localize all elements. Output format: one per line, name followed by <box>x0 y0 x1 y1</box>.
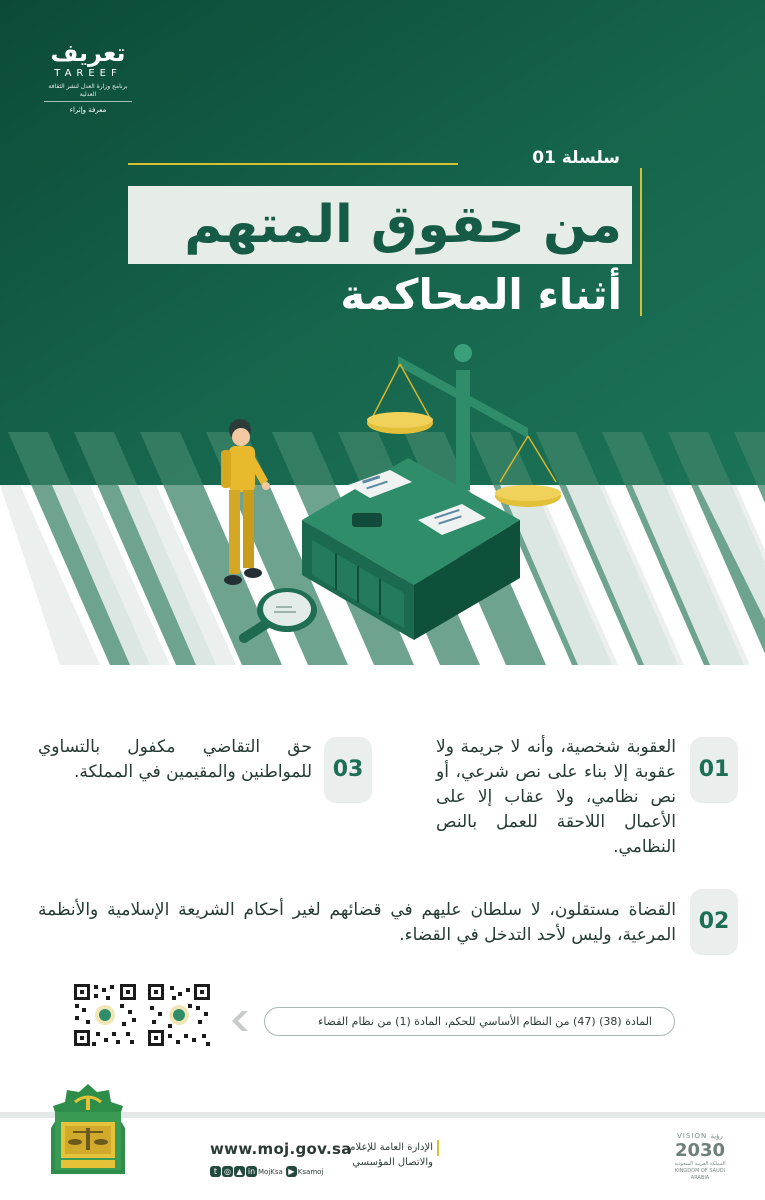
logo-subtagline: معرفة وإثراء <box>69 106 107 114</box>
social-links <box>210 1161 338 1176</box>
series-label: سلسلة 01 <box>532 148 620 168</box>
vision-year: 2030 <box>674 1140 726 1161</box>
page-title-line1: من حقوق المتهم <box>184 195 622 255</box>
page-title-line2: أثناء المحاكمة <box>340 270 622 319</box>
series-divider-line <box>128 163 458 165</box>
logo-tagline: برنامج وزارة العدل لنشر الثقافة العدلية <box>44 83 132 102</box>
instagram-icon[interactable]: ◎ <box>222 1166 233 1177</box>
item-number-badge: 01 <box>690 737 738 803</box>
item-number-badge: 03 <box>324 737 372 803</box>
department-accent-line <box>437 1140 439 1156</box>
title-accent-line <box>640 168 642 316</box>
item-text: حق التقاضي مكفول بالتساوي للمواطنين والمقيمين في المملكة. <box>38 737 312 782</box>
item-text: العقوبة شخصية، وأنه لا جريمة ولا عقوبة إلا بناء على نص شرعي، أو نص نظامي، ولا عقاب إلا على الأعمال اللاحقة للعمل بالنص النظامي. <box>436 737 676 857</box>
chevron-left-icon <box>228 1008 256 1034</box>
vision-label: VISION رؤية <box>677 1132 723 1140</box>
department-line2: والاتصال المؤسسي <box>352 1157 433 1168</box>
vision-caption: المملكة العربية السعودية KINGDOM OF SAUDI ARABIA <box>674 1161 726 1181</box>
qr-code[interactable] <box>72 982 138 1048</box>
logo-english-name: TAREEF <box>54 68 122 79</box>
qr-code[interactable] <box>146 982 212 1048</box>
tareef-logo <box>44 40 132 115</box>
social-handle: MojKsa <box>258 1167 283 1176</box>
website-url[interactable]: www.moj.gov.sa <box>210 1140 352 1158</box>
department-line1: الإدارة العامة للإعلام <box>349 1142 433 1153</box>
item-text: القضاة مستقلون، لا سلطان عليهم في قضائهم لغير أحكام الشريعة الإسلامية والأنظمة المرعية، وليس لأحد التدخل في القضاء. <box>38 900 676 945</box>
source-reference: المادة (38) (47) من النظام الأساسي للحكم، المادة (1) من نظام القضاء <box>264 1007 675 1036</box>
vision-2030-logo <box>672 1132 728 1182</box>
social-handle: Ksamoj <box>297 1167 324 1176</box>
snapchat-icon[interactable]: ▲ <box>234 1166 245 1177</box>
youtube-icon[interactable]: ▶ <box>286 1166 297 1177</box>
logo-arabic-name: تعريف <box>50 39 126 67</box>
item-number-badge: 02 <box>690 889 738 955</box>
ministry-of-justice-emblem <box>47 1082 129 1178</box>
department-name <box>345 1140 433 1170</box>
linkedin-icon[interactable]: in <box>247 1167 256 1176</box>
twitter-icon[interactable]: t <box>210 1166 221 1177</box>
